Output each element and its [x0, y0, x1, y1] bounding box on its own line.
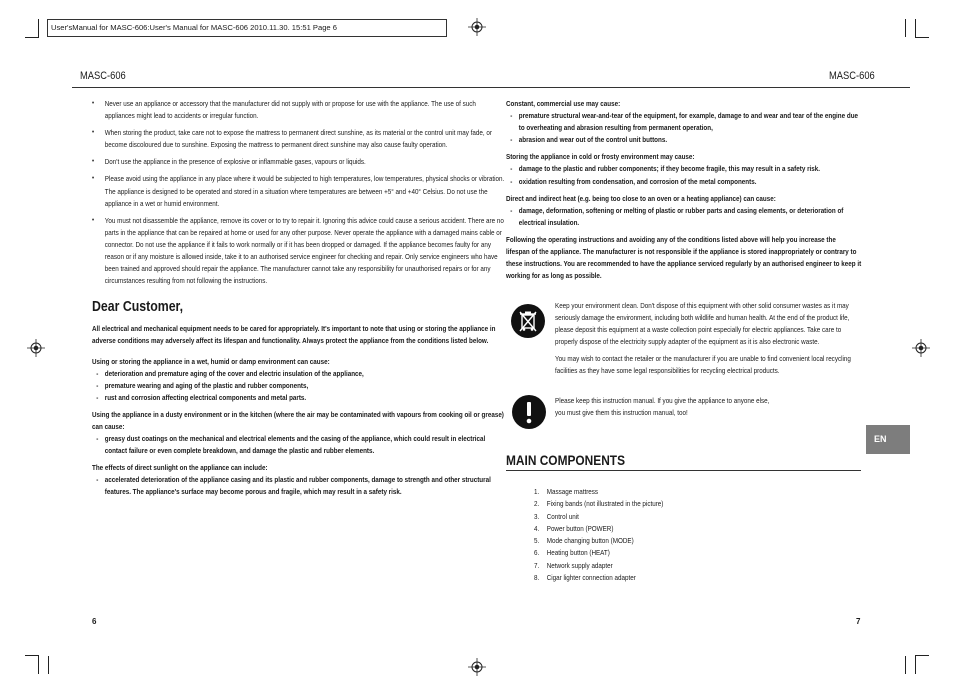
- crop-mark: [38, 19, 39, 37]
- components-rule: [506, 470, 861, 471]
- crop-mark: [915, 37, 929, 38]
- wet-heading: Using or storing the appliance in a wet, humid or damp environment can cause:: [92, 356, 330, 366]
- list-item: - oxidation resulting from condensation, and corrosion of the metal components.: [506, 176, 861, 188]
- list-item: - damage, deformation, softening or melting of plastic or rubber parts and casing elements, or deterioration of electrical insulation.: [506, 205, 861, 229]
- list-item: 8. Cigar lighter connection adapter: [534, 573, 636, 583]
- exclamation-icon: [512, 395, 546, 429]
- intro-paragraph: All electrical and mechanical equipment needs to be cared for appropriately. It's important to note that using or storing the appliance in adverse conditions may adversely affect its lifespan and functionality. Always protect the appliance from the conditions listed below.: [92, 324, 496, 346]
- sun-list: [92, 474, 507, 498]
- list-item: - abrasion and wear out of the control unit buttons.: [506, 134, 861, 146]
- crop-mark: [905, 656, 906, 674]
- following-paragraph: Following the operating instructions and avoiding any of the conditions listed above will help you increase the lifespan of the appliance. The manufacturer is not responsible if the appliance is stored inappropriately or contrary to these instructions. You are recommended to have the appliance serviced regularly by an authorised engineer to keep it working for as long as possible.: [506, 234, 862, 281]
- list-item: 4. Power button (POWER): [534, 523, 614, 533]
- crop-mark: [905, 19, 906, 37]
- environment-note-block: [555, 300, 915, 378]
- list-item: 3. Control unit: [534, 511, 579, 521]
- recycling-note: You may wish to contact the retailer or the manufacturer if you are unable to find convenient local recycling facilities as they have some legal responsibilities for recycling electrical products.: [555, 354, 851, 376]
- left-page-content: [92, 98, 507, 504]
- dear-customer-title: Dear Customer,: [92, 299, 184, 316]
- header-rule-left: [72, 87, 517, 88]
- environment-note: Keep your environment clean. Don't dispose of this equipment with other solid consumer wastes as it may seriously damage the environment, including both wildlife and human health. At the end of the product life, please deposit this equipment at a waste collection point especially for electric appliances. Take care to properly dispose of the electricity supply adapter of the equipment as it is also electronic waste.: [555, 301, 850, 347]
- page-number-right: 7: [856, 617, 861, 626]
- right-page-content: [506, 98, 924, 282]
- crop-mark: [25, 37, 39, 38]
- header-rule-right: [495, 87, 910, 88]
- header-model-right: MASC-606: [829, 70, 875, 82]
- crop-mark: [915, 656, 916, 674]
- crop-mark: [48, 656, 49, 674]
- dusty-heading: Using the appliance in a dusty environment or in the kitchen (where the air may be contaminated with vapours from cooking oil or grease) can cause:: [92, 409, 504, 431]
- components-list: [534, 486, 789, 584]
- list-item: - damage to the plastic and rubber components; if they become fragile, this may result in a safety risk.: [506, 163, 861, 175]
- list-item: • When storing the product, take care not to expose the mattress to permanent direct sunshine, as its material or the control unit may fade, or become discoloured due to sunshine. Exposing the mattress to permanent direct sunshine may also cause faulty operation.: [92, 127, 507, 151]
- list-item: • Don't use the appliance in the presence of explosive or inflammable gases, vapours or liquids.: [92, 156, 507, 168]
- list-item: - deterioration and premature aging of the cover and electric insulation of the appliance,: [92, 368, 507, 380]
- cold-heading: Storing the appliance in cold or frosty environment may cause:: [506, 152, 695, 162]
- crossed-bin-icon: [511, 304, 545, 338]
- list-item: - premature wearing and aging of the plastic and rubber components,: [92, 380, 507, 392]
- list-item: 1. Massage mattress: [534, 487, 599, 496]
- components-title-wrap: [506, 452, 646, 468]
- list-item: • Please avoid using the appliance in any place where it would be subjected to high temperatures, low temperatures, physical shocks or vibration. The appliance is designed to be operated and stored in a situation where temperatures are between +5° and +40° Celsius. Do not use the appliance in a wet or humid environment.: [92, 173, 507, 209]
- registration-mark-icon: [468, 18, 486, 36]
- safety-bullet-list: [92, 98, 507, 287]
- list-item: - premature structural wear-and-tear of the equipment, for example, damage to and wear and tear of the engine due to overheating and abrasion resulting from permanent operation,: [506, 110, 861, 134]
- keep-manual-note: Please keep this instruction manual. If you give the appliance to anyone else, you must give them this instruction manual, too!: [555, 396, 770, 418]
- heat-heading: Direct and indirect heat (e.g. being too close to an oven or a heating appliance) can cause:: [506, 193, 776, 203]
- crop-mark: [915, 655, 929, 656]
- list-item: 5. Mode changing button (MODE): [534, 536, 634, 546]
- keep-manual-block: [555, 395, 855, 419]
- registration-mark-icon: [27, 339, 45, 357]
- components-title: MAIN COMPONENTS: [506, 452, 625, 468]
- wet-list: [92, 368, 507, 404]
- list-item: 2. Fixing bands (not illustrated in the picture): [534, 499, 664, 509]
- dusty-list: [92, 433, 507, 457]
- list-item: • You must not disassemble the appliance, remove its cover or to try to repair it. Ignoring this advice could cause a serious accident. There are no parts in the appliance that can be repaired at home or used for any other purpose. Never operate the appliance with a damaged mains cable or connector. Do not use the appliance if it fails to work normally or if it has been dropped or damaged. If the appliance becomes faulty for any reason or if any moisture is allowed inside, take it to an authorised service engineer for checking and repair. Only service engineers who have been trained and approved should repair the appliance. The manufacturer cannot take any responsibility for unauthorised repairs or for any circumstances resulting from not following the instructions.: [92, 215, 507, 288]
- sun-heading: The effects of direct sunlight on the appliance can include:: [92, 463, 268, 473]
- components-list-wrap: [534, 486, 834, 584]
- list-item: • Never use an appliance or accessory that the manufacturer did not supply with or propose for use with the appliance. The use of such appliances might lead to accidents or irregular function.: [92, 98, 507, 122]
- cold-list: [506, 163, 861, 187]
- commercial-list: [506, 110, 861, 146]
- crop-mark: [25, 655, 39, 656]
- list-item: 6. Heating button (HEAT): [534, 548, 610, 558]
- list-item: - greasy dust coatings on the mechanical and electrical elements and the casing of the appliance, which could result in electrical contact failure or even complete breakdown, and damage the plastic and rubber elements.: [92, 433, 507, 457]
- heat-list: [506, 205, 861, 229]
- page-number-left: 6: [92, 617, 97, 626]
- crop-mark: [38, 656, 39, 674]
- print-slug: User'sManual for MASC-606:User's Manual for MASC-606 2010.11.30. 15:51 Page 6: [47, 19, 447, 37]
- list-item: - accelerated deterioration of the appliance casing and its plastic and rubber components, damage to strength and other structural features. The appliance's surface may become porous and fragile, which may result in a safety risk.: [92, 474, 507, 498]
- registration-mark-icon: [468, 658, 486, 676]
- language-tab: EN: [866, 425, 910, 454]
- header-model-left: MASC-606: [80, 70, 126, 82]
- crop-mark: [915, 19, 916, 37]
- commercial-heading: Constant, commercial use may cause:: [506, 99, 621, 108]
- list-item: 7. Network supply adapter: [534, 560, 613, 570]
- list-item: - rust and corrosion affecting electrical components and metal parts.: [92, 392, 507, 404]
